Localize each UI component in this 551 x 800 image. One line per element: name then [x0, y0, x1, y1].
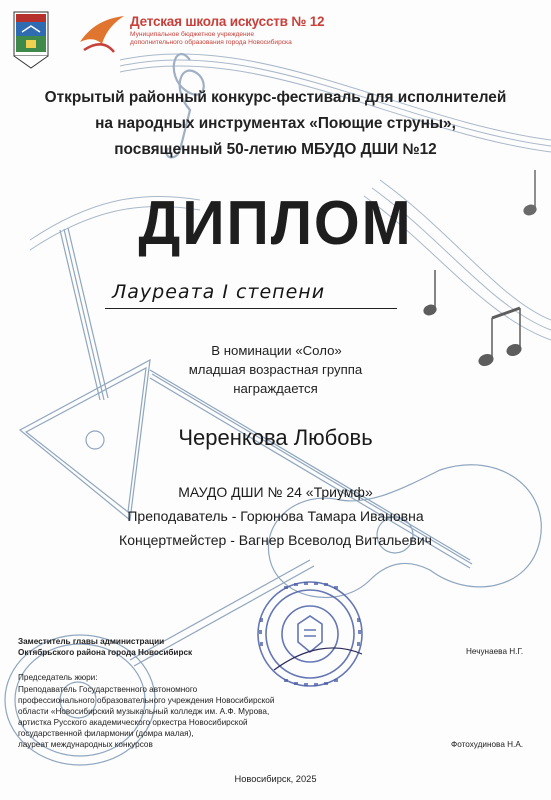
nomination-line: В номинации «Соло» — [211, 343, 342, 358]
bird-logo-icon — [78, 12, 126, 56]
deputy-title: Заместитель главы администрации — [18, 637, 165, 646]
official-seal-icon — [254, 578, 366, 690]
awarded-line: награждается — [233, 381, 318, 396]
deputy-title: Октябрьского района города Новосибирск — [18, 648, 193, 657]
city-year: Новосибирск, 2025 — [234, 774, 317, 784]
school-subtitle: дополнительного образования города Новосибирска — [130, 39, 292, 46]
jury-chair-label: Председатель жюри: — [18, 673, 98, 682]
music-note-icon — [423, 270, 437, 316]
school-name: Детская школа искусств № 12 — [130, 14, 325, 29]
contest-title-line: Открытый районный конкурс-фестиваль для исполнителей — [44, 89, 507, 106]
contest-title-line: посвященный 50-летию МБУДО ДШИ №12 — [114, 141, 437, 158]
teacher-line: Преподаватель - Горюнова Тамара Ивановна — [127, 508, 424, 524]
city-coat-of-arms-icon — [12, 10, 50, 72]
jury-chair-signature-name: Фотохудинова Н.А. — [451, 740, 524, 749]
jury-chair-desc: Преподаватель Государственного автономного — [18, 685, 198, 694]
school-subtitle: Муниципальное бюджетное учреждение — [130, 31, 254, 38]
contest-title-line: на народных инструментах «Поющие струны», — [95, 115, 456, 132]
degree-underline — [105, 308, 397, 309]
deputy-signature-name: Нечунаева Н.Г. — [466, 647, 524, 656]
age-group-line: младшая возрастная группа — [188, 362, 363, 377]
jury-chair-desc: государственной филармонии (домра малая), — [18, 729, 194, 738]
jury-chair-desc: области «Новосибирский музыкальный колледж им. А.Ф. Мурова, — [18, 707, 270, 716]
winner-name: Черенкова Любовь — [178, 425, 373, 450]
participant-school: МАУДО ДШИ № 24 «Триумф» — [178, 484, 373, 500]
jury-chair-desc: профессионального образовательного учреждения Новосибирской — [18, 696, 275, 705]
jury-chair-desc: лауреат международных конкурсов — [18, 740, 153, 749]
accompanist-line: Концертмейстер - Вагнер Всеволод Витальевич — [119, 532, 432, 548]
handwritten-degree: Лауреата I степени — [112, 281, 326, 303]
diploma-title: ДИПЛОМ — [138, 189, 413, 258]
jury-chair-desc: артистка Русского академического оркестра Новосибирской — [18, 718, 248, 727]
